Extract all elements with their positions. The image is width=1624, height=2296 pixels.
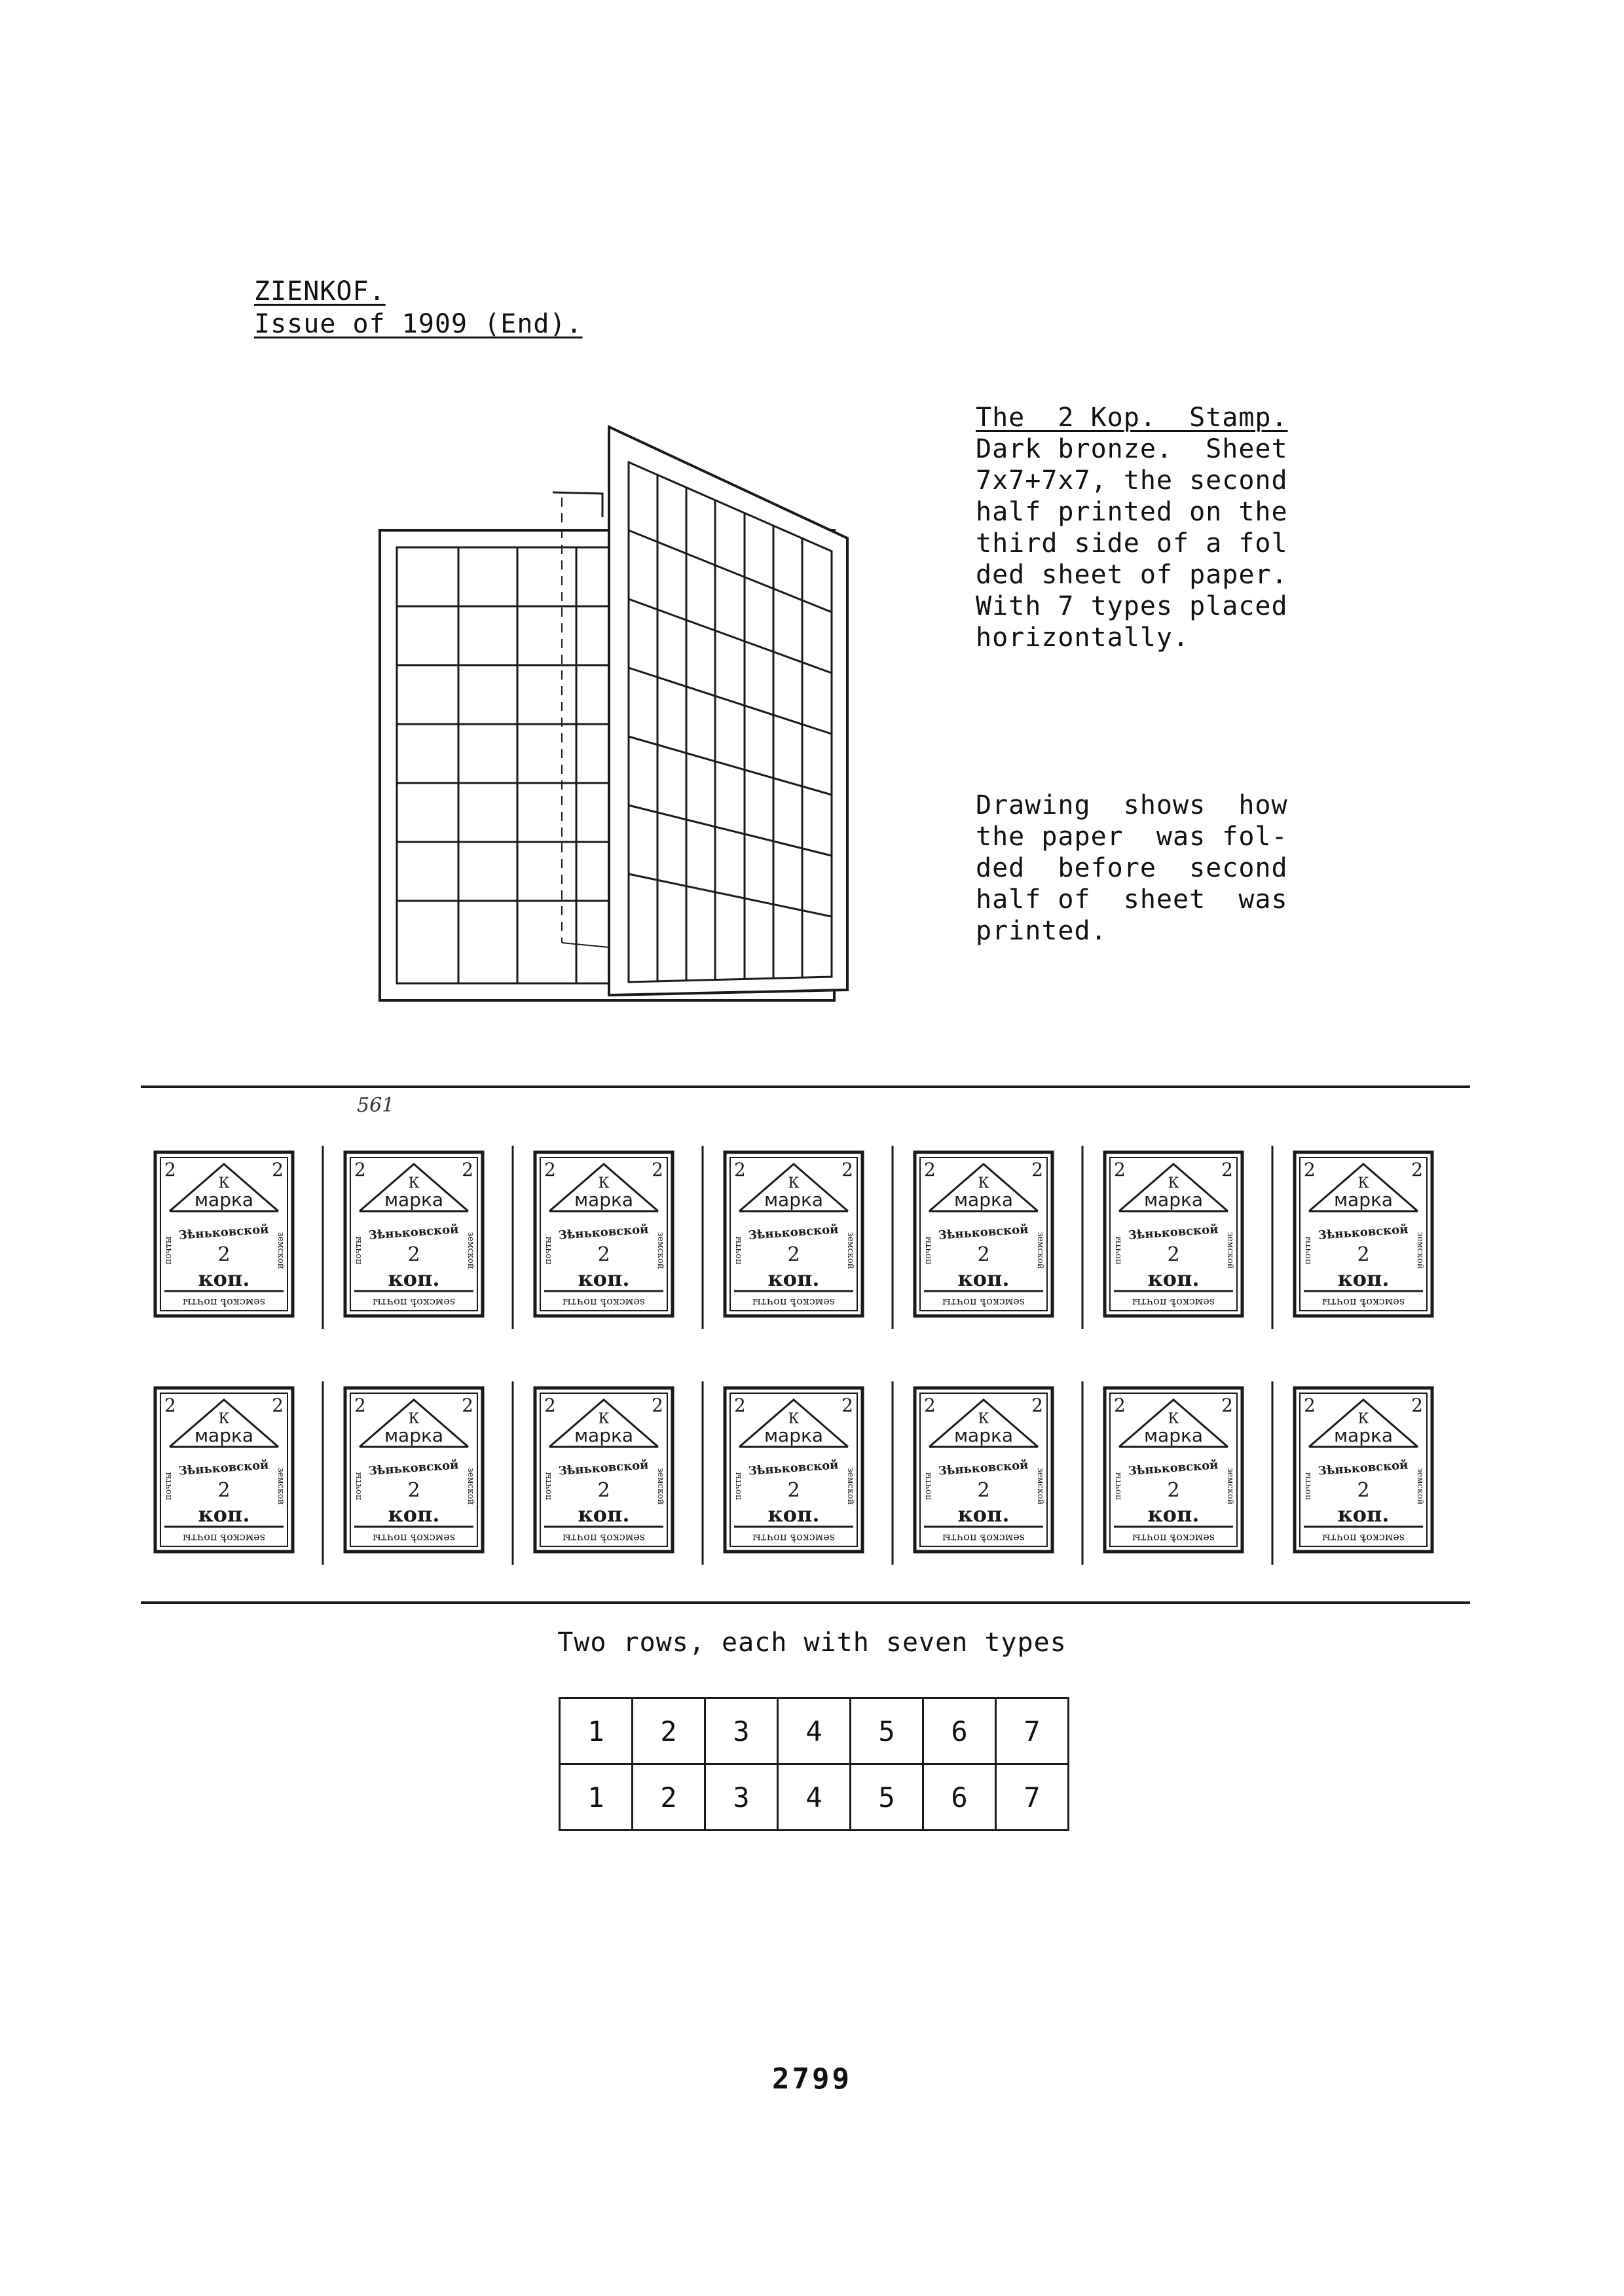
stamp-side-text: почты [1113, 1236, 1123, 1265]
stamp-top-letter: К [218, 1175, 230, 1192]
stamp-currency: коп. [767, 1266, 820, 1291]
stamp-side-text: почты [354, 1472, 363, 1501]
stamp [155, 1152, 293, 1316]
stamp-curved-text: Зѣньковской [178, 1222, 270, 1243]
stamp-corner-value: 2 [734, 1159, 746, 1180]
types-table-cell: 6 [923, 1698, 996, 1764]
stamp-top-letter: К [408, 1175, 420, 1192]
stamp-bottom-text: ѕемскоѣ почты [752, 1532, 835, 1544]
stamp-corner-value: 2 [354, 1394, 366, 1416]
stamp-top-letter: К [408, 1411, 420, 1427]
types-table-cell: 7 [996, 1698, 1069, 1764]
stamp-corner-value: 2 [462, 1159, 473, 1180]
stamp-value: 2 [407, 1479, 420, 1502]
description-line: horizontally. [976, 623, 1190, 653]
stamp-side-text: земской [845, 1231, 855, 1269]
note-line: ded before second [976, 853, 1288, 883]
stamp [893, 1146, 1052, 1329]
stamp-side-text: земской [466, 1467, 475, 1505]
stamp-corner-value: 2 [272, 1394, 284, 1416]
stamp-curved-text: Зѣньковской [558, 1222, 650, 1243]
stamp-currency: коп. [1147, 1502, 1200, 1527]
stamp-label: марка [574, 1425, 634, 1446]
stamp [1082, 1146, 1242, 1329]
stamp-side-text: почты [164, 1236, 174, 1265]
stamp-value: 2 [977, 1479, 990, 1502]
stamp-currency: коп. [1337, 1502, 1390, 1527]
types-table-cell: 1 [560, 1764, 633, 1831]
stamp-value: 2 [217, 1243, 231, 1266]
stamp-bottom-text: ѕемскоѣ почты [183, 1296, 265, 1309]
types-table-cell: 2 [633, 1764, 705, 1831]
stamp [323, 1381, 483, 1565]
note-line: half of sheet was [976, 884, 1288, 915]
stamp-currency: коп. [1337, 1266, 1390, 1291]
stamp-curved-text: Зѣньковской [558, 1458, 650, 1478]
stamp-label: марка [384, 1189, 444, 1211]
stamp-label: марка [764, 1189, 824, 1211]
types-table-cell: 3 [705, 1764, 778, 1831]
stamp-corner-value: 2 [734, 1394, 746, 1416]
stamp-corner-value: 2 [924, 1159, 936, 1180]
stamp-side-text: земской [276, 1467, 286, 1505]
stamp [703, 1381, 862, 1565]
hidden-edge [553, 492, 602, 517]
stamp-value: 2 [787, 1479, 800, 1502]
description-line: The 2 Kop. Stamp. [976, 403, 1288, 433]
types-table-cell: 3 [705, 1698, 778, 1764]
drawing-note [976, 790, 1328, 947]
stamp-curved-text: Зѣньковской [1128, 1222, 1219, 1243]
stamp-top-letter: К [1357, 1411, 1369, 1427]
stamp-top-letter: К [1168, 1411, 1179, 1427]
stamp-currency: коп. [578, 1266, 630, 1291]
stamp-side-text: почты [544, 1236, 553, 1265]
types-table-cell: 5 [851, 1764, 923, 1831]
stamp-value: 2 [597, 1243, 610, 1266]
stamp-bottom-text: ѕемскоѣ почты [1132, 1532, 1215, 1544]
types-table-cell: 7 [996, 1764, 1069, 1831]
stamp-side-text: почты [1113, 1472, 1123, 1501]
description-line: Dark bronze. Sheet [976, 434, 1288, 464]
stamp-top-letter: К [1357, 1175, 1369, 1192]
stamp-curved-text: Зѣньковской [1318, 1458, 1409, 1478]
stamp-side-text: почты [733, 1472, 743, 1501]
caption: Two rows, each with seven types [557, 1628, 1067, 1658]
stamp-label: марка [953, 1189, 1014, 1211]
types-table-row [560, 1764, 1069, 1831]
stamp-side-text: земской [845, 1467, 855, 1505]
stamp-side-text: земской [1225, 1231, 1235, 1269]
stamp-corner-value: 2 [841, 1159, 853, 1180]
stamp-bottom-text: ѕемскоѣ почты [752, 1296, 835, 1309]
stamp-bottom-text: ѕемскоѣ почты [1322, 1532, 1405, 1544]
stamp-side-text: земской [1035, 1467, 1045, 1505]
stamp [323, 1146, 483, 1329]
stamp-bottom-text: ѕемскоѣ почты [563, 1532, 645, 1544]
stamp-side-text: земской [1415, 1231, 1425, 1269]
stamp-value: 2 [597, 1479, 610, 1502]
bottom-rule [141, 1601, 1470, 1604]
stamp-currency: коп. [578, 1502, 630, 1527]
stamp [703, 1146, 862, 1329]
stamp [513, 1381, 673, 1565]
stamp-top-letter: К [788, 1411, 800, 1427]
stamp-side-text: земской [1035, 1231, 1045, 1269]
stamp-corner-value: 2 [544, 1394, 556, 1416]
heading-subtitle: Issue of 1909 (End). [254, 309, 583, 339]
stamp [1272, 1146, 1432, 1329]
stamp-side-text: почты [164, 1472, 174, 1501]
stamp-currency: коп. [198, 1502, 250, 1527]
stamp-side-text: почты [1303, 1236, 1313, 1265]
stamp [155, 1388, 293, 1552]
description-line: 7x7+7x7, the second [976, 465, 1288, 496]
stamp-curved-text: Зѣньковской [178, 1458, 270, 1478]
stamp-top-letter: К [598, 1411, 610, 1427]
types-table-cell: 2 [633, 1698, 705, 1764]
types-table-cell: 4 [778, 1764, 851, 1831]
stamp-curved-text: Зѣньковской [1318, 1222, 1409, 1243]
stamp-corner-value: 2 [164, 1394, 176, 1416]
stamp-bottom-text: ѕемскоѣ почты [1132, 1296, 1215, 1309]
description-line: ded sheet of paper. [976, 560, 1288, 590]
stamp-corner-value: 2 [1114, 1159, 1126, 1180]
stamp-value: 2 [217, 1479, 231, 1502]
types-table-cell: 5 [851, 1698, 923, 1764]
stamp-side-text: земской [655, 1231, 665, 1269]
stamp-bottom-text: ѕемскоѣ почты [563, 1296, 645, 1309]
stamp-side-text: земской [1415, 1467, 1425, 1505]
stamp [1272, 1381, 1432, 1565]
stamp-top-letter: К [1168, 1175, 1179, 1192]
stamp-side-text: земской [466, 1231, 475, 1269]
stamp-top-letter: К [218, 1411, 230, 1427]
stamp-curved-text: Зѣньковской [368, 1458, 460, 1478]
note-line: Drawing shows how [976, 790, 1288, 820]
stamp-corner-value: 2 [1114, 1394, 1126, 1416]
stamp [513, 1146, 673, 1329]
stamp-corner-value: 2 [272, 1159, 284, 1180]
stamp-curved-text: Зѣньковской [1128, 1458, 1219, 1478]
stamp-side-text: почты [923, 1472, 933, 1501]
stamp-side-text: почты [354, 1236, 363, 1265]
stamp-side-text: почты [544, 1472, 553, 1501]
description-line: half printed on the [976, 497, 1288, 527]
stamp [1082, 1381, 1242, 1565]
stamp-corner-value: 2 [1304, 1394, 1316, 1416]
note-line: printed. [976, 916, 1107, 946]
stamp-value: 2 [1167, 1243, 1180, 1266]
stamp-label: марка [764, 1425, 824, 1446]
types-table-cell: 1 [560, 1698, 633, 1764]
folded-sheet-frame [609, 427, 847, 995]
stamp-grid [155, 1146, 1432, 1565]
stamp-corner-value: 2 [544, 1159, 556, 1180]
stamp-side-text: почты [1303, 1472, 1313, 1501]
stamp-label: марка [953, 1425, 1014, 1446]
stamp-side-text: почты [923, 1236, 933, 1265]
stamp-description [976, 402, 1328, 653]
stamp-currency: коп. [388, 1502, 440, 1527]
stamp-label: марка [194, 1425, 254, 1446]
page-number: 2799 [772, 2062, 852, 2096]
description-line: With 7 types placed [976, 591, 1288, 621]
stamp-curved-text: Зѣньковской [748, 1222, 840, 1243]
types-table-cell: 4 [778, 1698, 851, 1764]
stamp-corner-value: 2 [1411, 1394, 1423, 1416]
stamp-corner-value: 2 [462, 1394, 473, 1416]
stamp-value: 2 [1167, 1479, 1180, 1502]
stamp-bottom-text: ѕемскоѣ почты [373, 1296, 455, 1309]
stamp-currency: коп. [957, 1502, 1010, 1527]
stamp-corner-value: 2 [652, 1159, 663, 1180]
stamp-label: марка [384, 1425, 444, 1446]
stamp-corner-value: 2 [1221, 1159, 1233, 1180]
stamp-value: 2 [977, 1243, 990, 1266]
stamp-corner-value: 2 [1304, 1159, 1316, 1180]
note-line: the paper was fol- [976, 822, 1288, 852]
stamp-value: 2 [1357, 1479, 1370, 1502]
stamp-label: марка [1333, 1425, 1393, 1446]
stamp-curved-text: Зѣньковской [748, 1458, 840, 1478]
stamp-currency: коп. [388, 1266, 440, 1291]
stamp-currency: коп. [1147, 1266, 1200, 1291]
stamp-label: марка [574, 1189, 634, 1211]
pencil-mark: 561 [357, 1094, 395, 1117]
stamp-sheet-reproduction [141, 1092, 1470, 1599]
stamp-label: марка [1333, 1189, 1393, 1211]
stamp-corner-value: 2 [1031, 1394, 1043, 1416]
description-line: third side of a fol [976, 528, 1288, 558]
stamp-bottom-text: ѕемскоѣ почты [942, 1532, 1025, 1544]
heading [254, 275, 583, 340]
stamp-value: 2 [1357, 1243, 1370, 1266]
stamp-currency: коп. [957, 1266, 1010, 1291]
stamp-corner-value: 2 [652, 1394, 663, 1416]
stamp-corner-value: 2 [354, 1159, 366, 1180]
stamp-corner-value: 2 [1221, 1394, 1233, 1416]
stamp-top-letter: К [598, 1175, 610, 1192]
stamp-curved-text: Зѣньковской [368, 1222, 460, 1243]
folded-sheet-diagram [373, 419, 871, 1008]
stamp-top-letter: К [788, 1175, 800, 1192]
stamp-bottom-text: ѕемскоѣ почты [183, 1532, 265, 1544]
stamp-side-text: почты [733, 1236, 743, 1265]
types-table [559, 1697, 1069, 1831]
stamp-bottom-text: ѕемскоѣ почты [942, 1296, 1025, 1309]
stamp-bottom-text: ѕемскоѣ почты [373, 1532, 455, 1544]
stamp-bottom-text: ѕемскоѣ почты [1322, 1296, 1405, 1309]
stamp-top-letter: К [978, 1411, 989, 1427]
stamp-currency: коп. [198, 1266, 250, 1291]
stamp-corner-value: 2 [164, 1159, 176, 1180]
stamp-corner-value: 2 [924, 1394, 936, 1416]
stamp-label: марка [194, 1189, 254, 1211]
types-table-row [560, 1698, 1069, 1764]
top-rule [141, 1085, 1470, 1088]
stamp-top-letter: К [978, 1175, 989, 1192]
types-table-cell: 6 [923, 1764, 996, 1831]
stamp-value: 2 [407, 1243, 420, 1266]
stamp-corner-value: 2 [1031, 1159, 1043, 1180]
stamp-label: марка [1143, 1425, 1204, 1446]
stamp-side-text: земской [655, 1467, 665, 1505]
heading-title: ZIENKOF. [254, 276, 386, 306]
stamp-value: 2 [787, 1243, 800, 1266]
stamp-label: марка [1143, 1189, 1204, 1211]
stamp-curved-text: Зѣньковской [938, 1222, 1029, 1243]
stamp-side-text: земской [276, 1231, 286, 1269]
stamp-side-text: земской [1225, 1467, 1235, 1505]
back-sheet-grid [397, 547, 609, 983]
stamp-corner-value: 2 [1411, 1159, 1423, 1180]
stamp-corner-value: 2 [841, 1394, 853, 1416]
stamp-currency: коп. [767, 1502, 820, 1527]
stamp [893, 1381, 1052, 1565]
stamp-curved-text: Зѣньковской [938, 1458, 1029, 1478]
